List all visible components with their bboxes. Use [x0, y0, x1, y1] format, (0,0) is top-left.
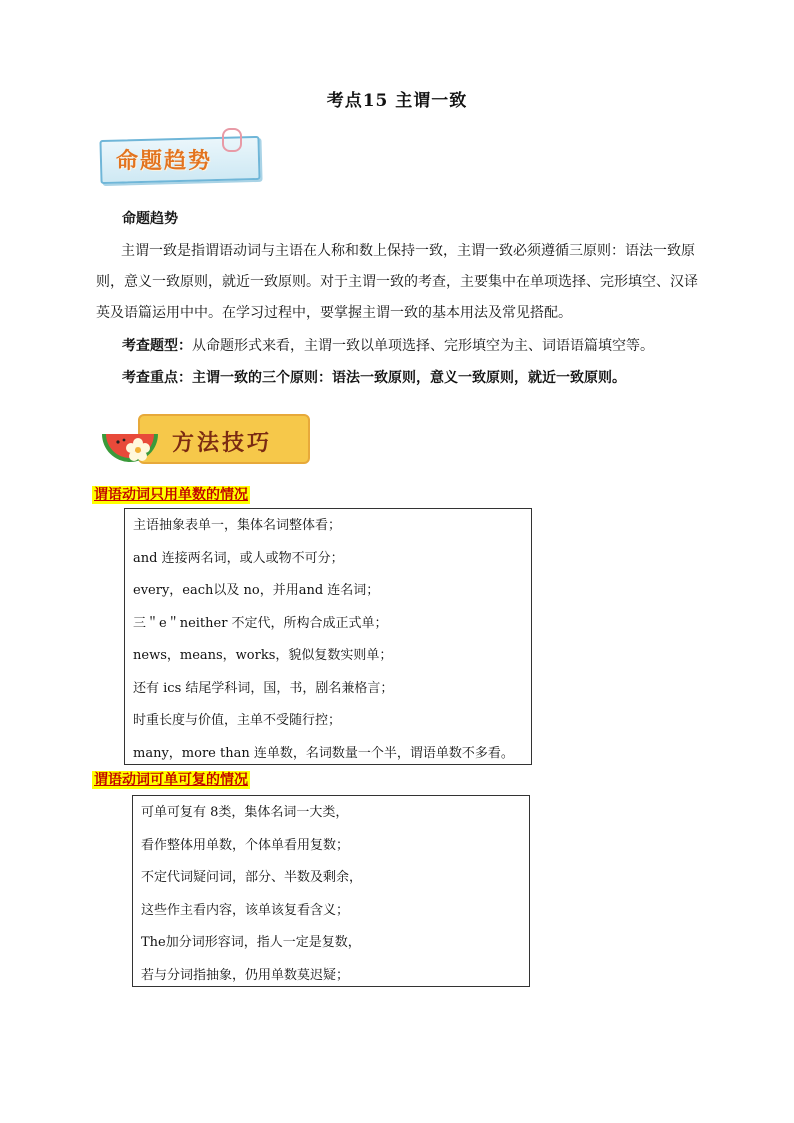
- either-section-heading: 谓语动词可单可复的情况: [94, 772, 248, 788]
- singular-section-heading: 谓语动词只用单数的情况: [94, 487, 248, 503]
- singular-rule-line: 还有 ics 结尾学科词，国，书，剧名兼格言；: [133, 680, 394, 696]
- exam-focus: [122, 363, 712, 394]
- exam-types-label: 考查题型：: [122, 338, 192, 354]
- trend-banner-label: 命题趋势: [116, 148, 213, 174]
- trend-banner: [94, 128, 264, 182]
- singular-rules-box: [124, 508, 532, 765]
- trend-heading: 命题趋势: [122, 211, 178, 227]
- either-rule-line: 若与分词指抽象，仍用单数莫迟疑；: [141, 967, 350, 983]
- singular-rule-line: every，each以及 no，并用and 连名词；: [133, 583, 380, 598]
- either-rule-line: The加分词形容词，指人一定是复数，: [141, 935, 361, 950]
- either-rules-box: [132, 795, 530, 987]
- singular-rule-line: and 连接两名词，或人或物不可分；: [133, 550, 344, 566]
- exam-types-text: 从命题形式来看，主谓一致以单项选择、完形填空为主、词语语篇填空等。: [192, 338, 654, 354]
- watermelon-icon: [98, 404, 162, 468]
- either-rule-line: 看作整体用单数，个体单看用复数；: [141, 837, 350, 853]
- method-banner-label: 方法技巧: [172, 430, 273, 456]
- exam-focus-text: 主谓一致的三个原则：语法一致原则，意义一致原则，就近一致原则。: [192, 370, 626, 386]
- either-rule-line: 这些作主看内容，该单该复看含义；: [141, 902, 350, 918]
- trend-body-line-3: 英及语篇运用中中。在学习过程中，要掌握主谓一致的基本用法及常见搭配。: [96, 305, 572, 321]
- trend-body-line-2: 则，意义一致原则，就近一致原则。对于主谓一致的考查，主要集中在单项选择、完形填空、汉译: [96, 274, 698, 290]
- singular-rule-line: 主语抽象表单一，集体名词整体看；: [133, 518, 342, 533]
- singular-rule-line: 三＂e＂neither 不定代，所构合成正式单；: [133, 615, 388, 631]
- either-rule-line: 可单可复有 8类，集体名词一大类，: [141, 805, 349, 820]
- singular-rule-line: many，more than 连单数，名词数量一个半，谓语单数不多看。: [133, 745, 514, 761]
- exam-focus-label: 考查重点：: [122, 370, 192, 386]
- exam-types: [122, 331, 712, 362]
- trend-body-line-1: 主谓一致是指谓语动词与主语在人称和数上保持一致，主谓一致必须遵循三原则：语法一致原: [121, 243, 695, 259]
- singular-rule-line: 时重长度与价值，主单不受随行控；: [133, 713, 342, 728]
- method-banner: [98, 402, 310, 468]
- page-title: 考点15 主谓一致: [326, 91, 468, 111]
- paper-clip-icon: [222, 128, 242, 152]
- singular-rule-line: news，means，works，貌似复数实则单；: [133, 648, 393, 663]
- either-rule-line: 不定代词疑问词，部分、半数及剩余，: [141, 870, 363, 885]
